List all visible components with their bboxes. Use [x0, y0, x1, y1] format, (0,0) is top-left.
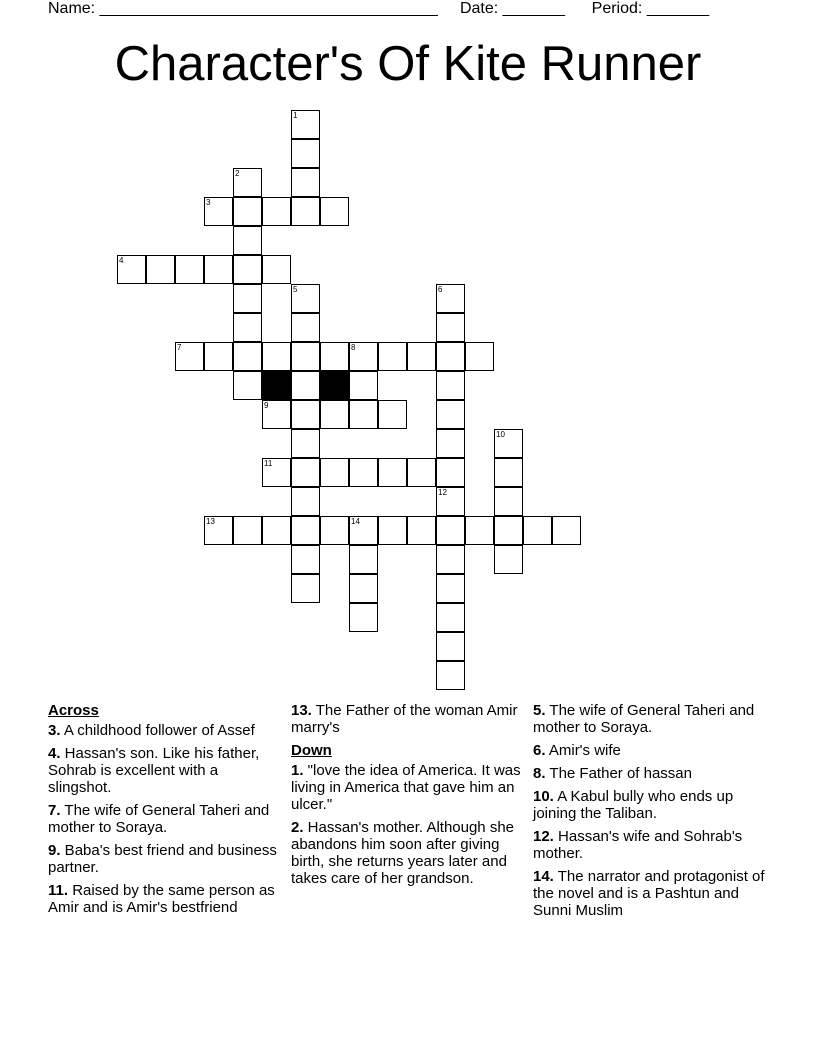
cell-number: 14 [351, 517, 360, 526]
cell-number: 4 [119, 256, 124, 265]
clue-text: A Kabul bully who ends up joining the Taliban. [533, 788, 734, 822]
grid-cell[interactable] [233, 197, 262, 226]
grid-cell[interactable] [291, 168, 320, 197]
grid-cell[interactable] [233, 226, 262, 255]
grid-cell[interactable] [320, 400, 349, 429]
grid-cell[interactable] [349, 603, 378, 632]
clue-item [48, 722, 284, 739]
grid-cell[interactable] [436, 516, 465, 545]
cell-number: 12 [438, 488, 447, 497]
across-heading: Across [48, 702, 99, 719]
clue-number: 9. [48, 842, 61, 859]
grid-cell[interactable] [349, 574, 378, 603]
grid-cell[interactable] [204, 342, 233, 371]
grid-cell[interactable] [233, 284, 262, 313]
grid-cell[interactable] [291, 371, 320, 400]
clue-text: Amir's wife [545, 742, 621, 759]
clue-text: Hassan's wife and Sohrab's mother. [533, 828, 743, 862]
cell-number: 7 [177, 343, 182, 352]
grid-cell[interactable] [436, 603, 465, 632]
grid-cell[interactable] [204, 516, 233, 545]
grid-cell[interactable] [291, 313, 320, 342]
clue-number: 10. [533, 788, 554, 805]
name-blank[interactable]: ______________________________________ [99, 0, 438, 17]
clues-column-2 [291, 702, 527, 893]
grid-cell[interactable] [175, 255, 204, 284]
clue-text: A childhood follower of Assef [60, 722, 255, 739]
grid-cell[interactable] [378, 458, 407, 487]
grid-cell[interactable] [436, 487, 465, 516]
grid-cell[interactable] [233, 371, 262, 400]
grid-cell[interactable] [378, 342, 407, 371]
clue-text: Baba's best friend and business partner. [48, 842, 277, 876]
grid-cell[interactable] [233, 516, 262, 545]
grid-cell[interactable] [262, 458, 291, 487]
clue-text: The narrator and protagonist of the novel and is a Pashtun and Sunni Muslim [533, 868, 765, 919]
clue-text: Hassan's mother. Although she abandons him soon after giving birth, she returns years later and takes care of her grandson. [291, 819, 515, 887]
clue-item [533, 742, 773, 759]
cell-number: 6 [438, 285, 443, 294]
grid-cell[interactable] [436, 313, 465, 342]
down-heading: Down [291, 742, 332, 759]
grid-cell[interactable] [233, 313, 262, 342]
grid-cell[interactable] [349, 371, 378, 400]
clue-text: The wife of General Taheri and mother to Soraya. [533, 702, 755, 736]
grid-cell[interactable] [407, 342, 436, 371]
grid-cell[interactable] [291, 139, 320, 168]
grid-cell[interactable] [494, 429, 523, 458]
grid-cell[interactable] [291, 574, 320, 603]
grid-cell[interactable] [436, 429, 465, 458]
grid-cell[interactable] [494, 545, 523, 574]
clue-item [533, 868, 773, 919]
clue-text: "love the idea of America. It was living in America that gave him an ulcer." [291, 762, 521, 813]
grid-cell[interactable] [262, 516, 291, 545]
clue-number: 3. [48, 722, 61, 739]
clue-number: 8. [533, 765, 546, 782]
clue-number: 2. [291, 819, 304, 836]
grid-cell[interactable] [233, 168, 262, 197]
clue-number: 1. [291, 762, 304, 779]
grid-cell[interactable] [349, 545, 378, 574]
clues-column-3 [533, 702, 773, 925]
clue-item [533, 702, 773, 736]
grid-cell[interactable] [436, 545, 465, 574]
grid-block [320, 371, 349, 400]
grid-cell[interactable] [262, 255, 291, 284]
grid-cell[interactable] [291, 458, 320, 487]
grid-cell[interactable] [320, 342, 349, 371]
grid-cell[interactable] [175, 342, 204, 371]
grid-cell[interactable] [146, 255, 175, 284]
date-blank[interactable]: _______ [502, 0, 565, 17]
grid-cell[interactable] [436, 342, 465, 371]
grid-cell[interactable] [233, 255, 262, 284]
grid-cell[interactable] [291, 400, 320, 429]
grid-cell[interactable] [436, 661, 465, 690]
grid-cell[interactable] [407, 458, 436, 487]
clue-text: The Father of hassan [545, 765, 692, 782]
clue-item [291, 819, 527, 887]
grid-cell[interactable] [552, 516, 581, 545]
clue-item [291, 702, 527, 736]
clue-number: 11. [48, 882, 69, 899]
clue-item [533, 788, 773, 822]
cell-number: 9 [264, 401, 269, 410]
grid-cell[interactable] [291, 487, 320, 516]
grid-cell[interactable] [523, 516, 552, 545]
grid-cell[interactable] [436, 284, 465, 313]
cell-number: 1 [293, 111, 298, 120]
clue-item [533, 765, 773, 782]
clue-item [48, 882, 284, 916]
grid-cell[interactable] [291, 197, 320, 226]
clue-item [48, 745, 284, 796]
grid-cell[interactable] [378, 516, 407, 545]
grid-cell[interactable] [320, 516, 349, 545]
clue-item [533, 828, 773, 862]
clue-number: 14. [533, 868, 554, 885]
clue-item [291, 762, 527, 813]
grid-cell[interactable] [262, 342, 291, 371]
grid-cell[interactable] [465, 342, 494, 371]
cell-number: 8 [351, 343, 356, 352]
cell-number: 10 [496, 430, 505, 439]
grid-cell[interactable] [349, 516, 378, 545]
grid-cell[interactable] [407, 516, 436, 545]
cell-number: 13 [206, 517, 215, 526]
clue-number: 7. [48, 802, 61, 819]
cell-number: 2 [235, 169, 240, 178]
grid-cell[interactable] [349, 342, 378, 371]
cell-number: 3 [206, 198, 211, 207]
grid-cell[interactable] [291, 429, 320, 458]
grid-cell[interactable] [349, 458, 378, 487]
grid-cell[interactable] [494, 487, 523, 516]
grid-cell[interactable] [291, 284, 320, 313]
clue-number: 6. [533, 742, 546, 759]
grid-cell[interactable] [262, 400, 291, 429]
clue-text: Hassan's son. Like his father, Sohrab is excellent with a slingshot. [48, 745, 260, 796]
clue-number: 12. [533, 828, 554, 845]
grid-cell[interactable] [436, 371, 465, 400]
grid-cell[interactable] [320, 458, 349, 487]
clue-text: Raised by the same person as Amir and is Amir's bestfriend [48, 882, 275, 916]
grid-cell[interactable] [436, 632, 465, 661]
grid-cell[interactable] [291, 110, 320, 139]
grid-cell[interactable] [262, 197, 291, 226]
date-label: Date: [459, 0, 499, 17]
cell-number: 5 [293, 285, 298, 294]
grid-cell[interactable] [291, 342, 320, 371]
clue-number: 4. [48, 745, 61, 762]
grid-cell[interactable] [436, 574, 465, 603]
grid-cell[interactable] [291, 516, 320, 545]
clue-number: 13. [291, 702, 312, 719]
clue-item [48, 802, 284, 836]
clue-text: The wife of General Taheri and mother to Soraya. [48, 802, 270, 836]
grid-cell[interactable] [204, 197, 233, 226]
grid-cell[interactable] [349, 400, 378, 429]
grid-cell[interactable] [378, 400, 407, 429]
grid-cell[interactable] [320, 197, 349, 226]
clue-text: The Father of the woman Amir marry's [291, 702, 518, 736]
name-label: Name: [48, 0, 96, 17]
grid-cell[interactable] [117, 255, 146, 284]
grid-cell[interactable] [436, 458, 465, 487]
grid-cell[interactable] [436, 400, 465, 429]
grid-block [262, 371, 291, 400]
clue-item [48, 842, 284, 876]
grid-cell[interactable] [233, 342, 262, 371]
page-title: Character's Of Kite Runner [114, 37, 702, 91]
grid-cell[interactable] [465, 516, 494, 545]
period-blank[interactable]: _______ [646, 0, 710, 17]
cell-number: 11 [264, 459, 273, 468]
grid-cell[interactable] [291, 545, 320, 574]
grid-cell[interactable] [204, 255, 233, 284]
clue-number: 5. [533, 702, 546, 719]
clues-column-1 [48, 702, 284, 922]
period-label: Period: [591, 0, 643, 17]
grid-cell[interactable] [494, 516, 523, 545]
grid-cell[interactable] [494, 458, 523, 487]
